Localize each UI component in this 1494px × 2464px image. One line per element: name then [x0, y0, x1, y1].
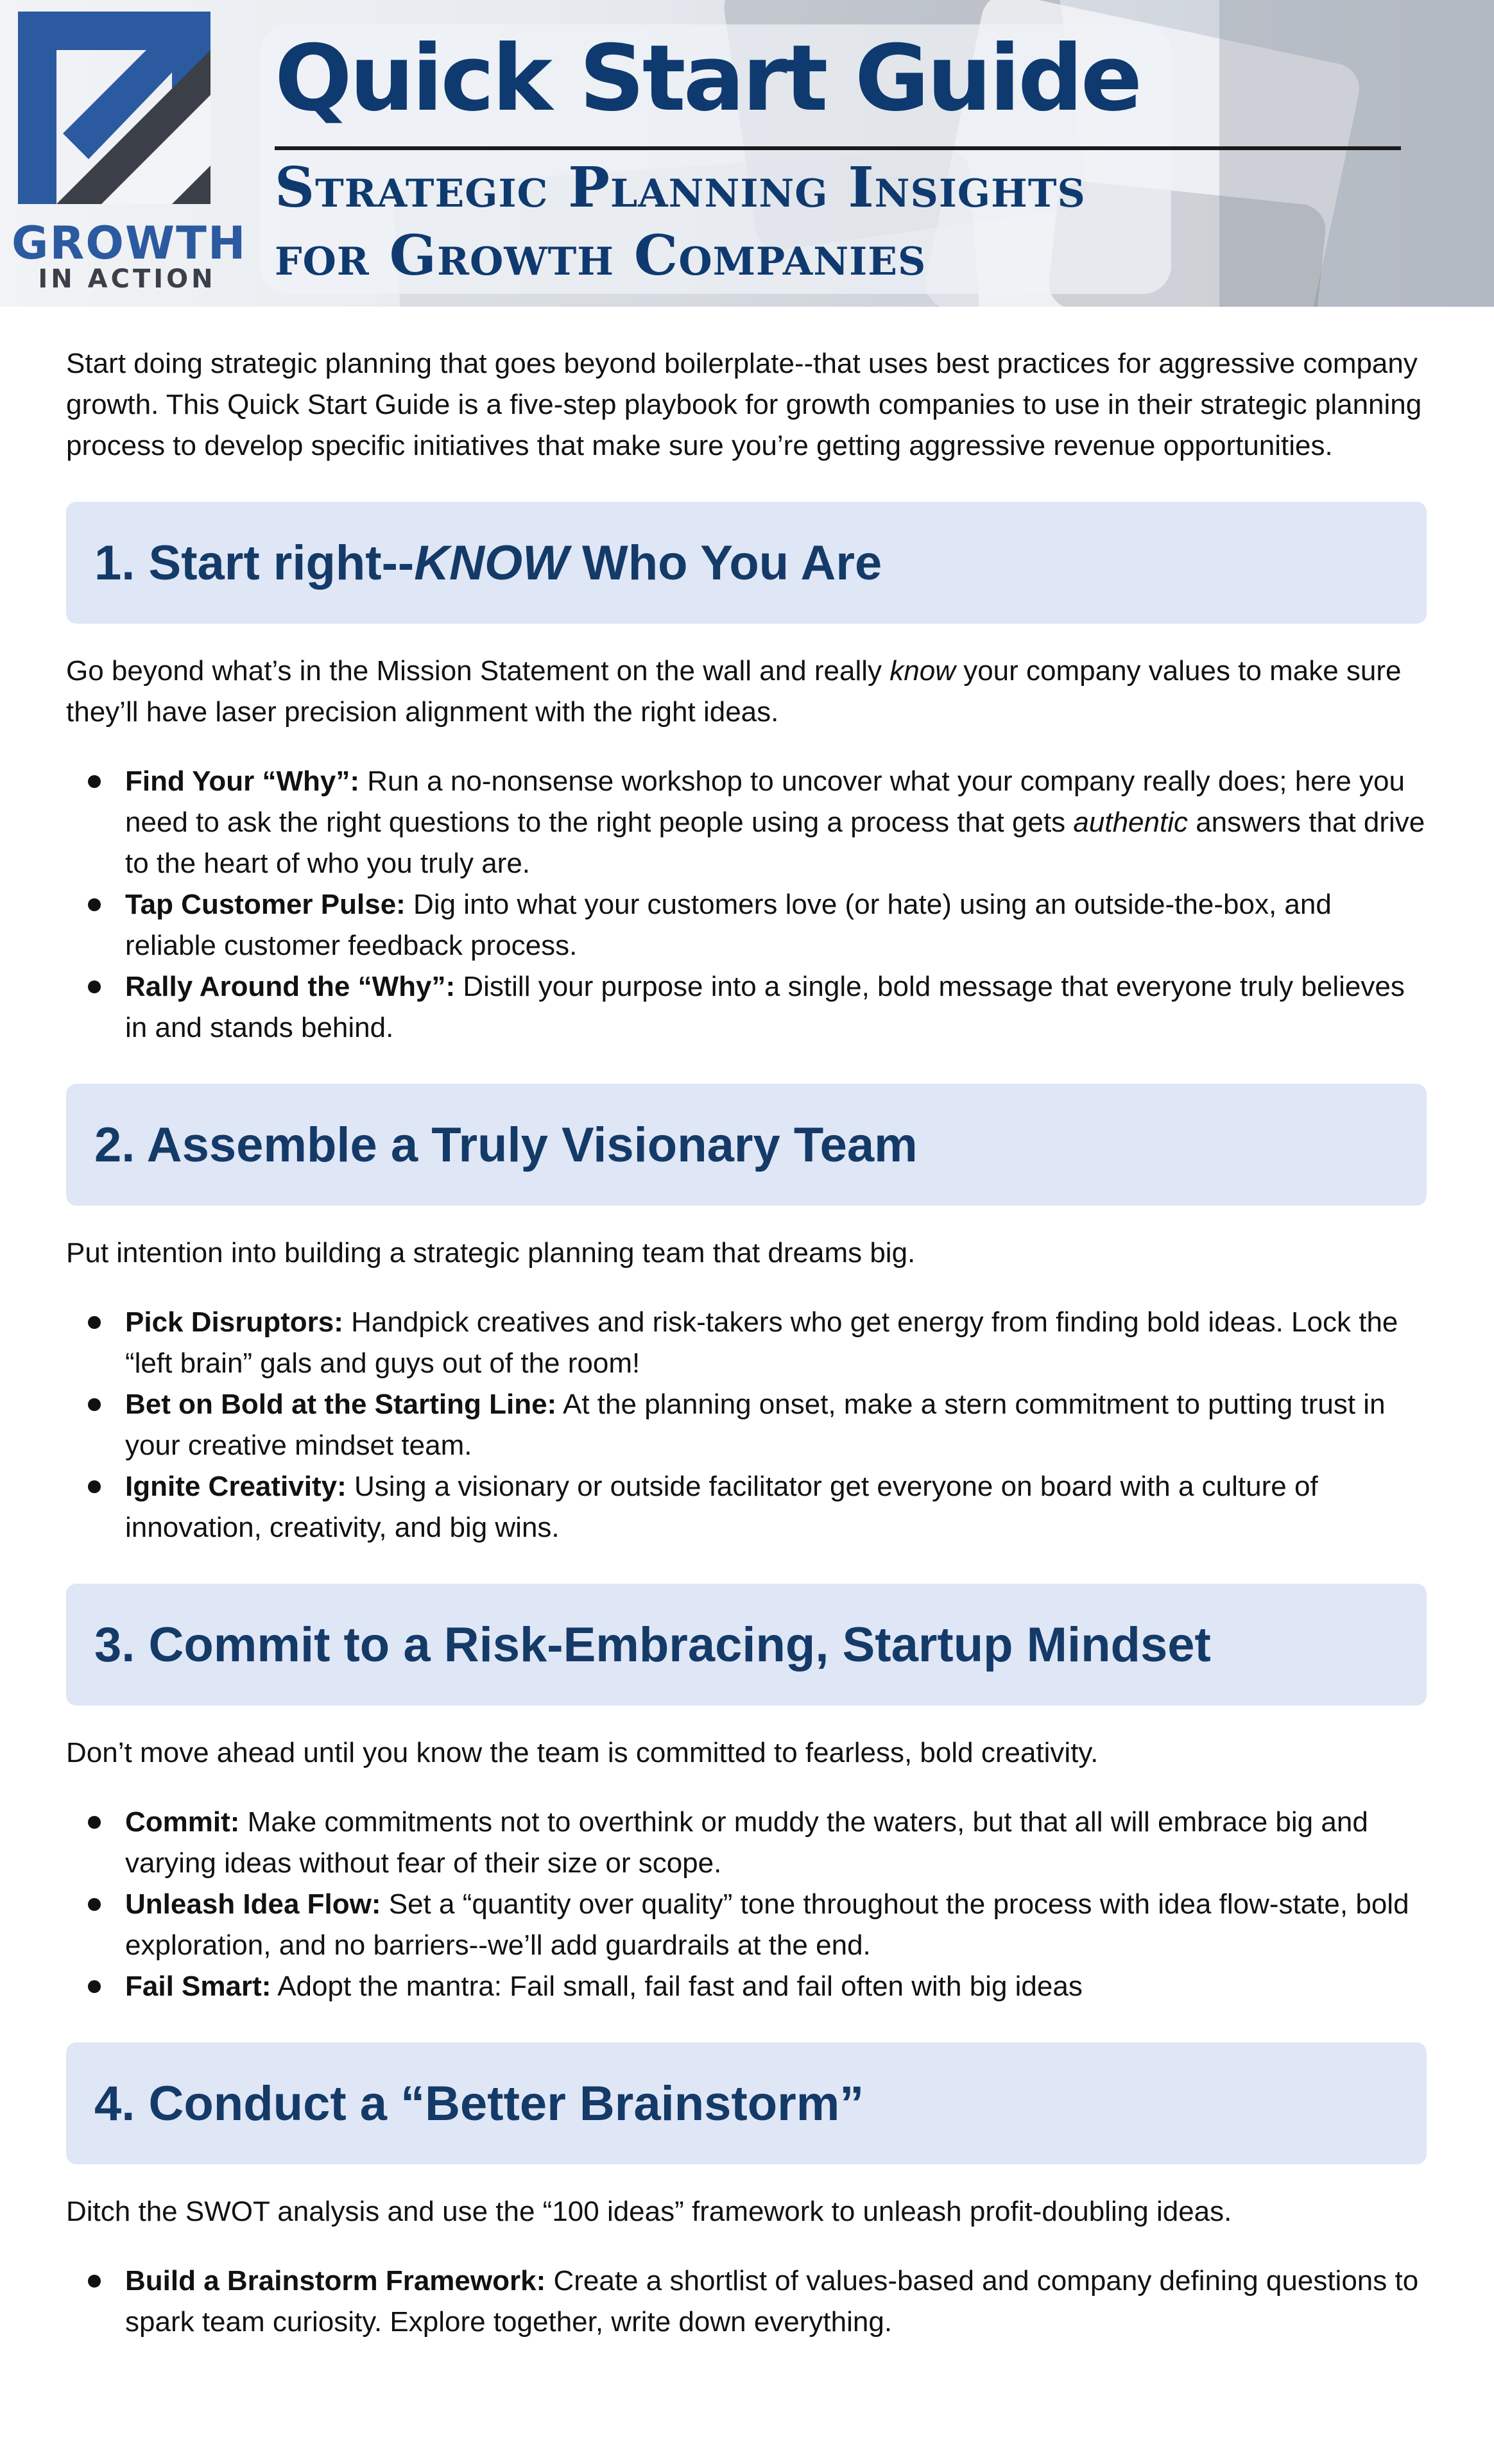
list-item [66, 966, 1427, 1048]
bullet-label: Bet on Bold at the Starting Line: [125, 1389, 557, 1420]
list-item [66, 2261, 1427, 2343]
logo-mark-icon [18, 12, 236, 204]
section-3-header [66, 1584, 1427, 1706]
bullet-text-part-a: Run a no-nonsense workshop to uncover what your company really does; here you need to ask the right questions to the right people using a process that gets [125, 766, 1405, 838]
bullet-icon [88, 980, 101, 993]
bullet-icon [88, 1316, 101, 1329]
title-divider [275, 146, 1401, 150]
bullet-label: Unleash Idea Flow: [125, 1888, 381, 1920]
bullet-text: Handpick creatives and risk-takers who get energy from finding bold ideas. Lock the “left brain” gals and guys out of the room! [125, 1306, 1398, 1379]
bullet-text-emphasis: authentic [1073, 807, 1188, 838]
section-1-header [66, 502, 1427, 624]
section-2-title: 2. Assemble a Truly Visionary Team [94, 1117, 918, 1172]
logo-wordmark-growth: GROWTH [12, 217, 247, 270]
section-2-header [66, 1084, 1427, 1206]
section-4-title: 4. Conduct a “Better Brainstorm” [94, 2076, 864, 2131]
section-1-lead-part-b: your company values to make sure they’ll have laser precision alignment with the right ideas. [66, 655, 1402, 728]
list-item [66, 1384, 1427, 1466]
section-1-bullet-list [66, 761, 1427, 1048]
page-title: Quick Start Guide [275, 26, 1140, 132]
section-4-header [66, 2042, 1427, 2164]
logo-wordmark-in-action: IN ACTION [38, 264, 216, 294]
header-banner [0, 0, 1494, 307]
section-1-title-part-a: 1. Start right-- [94, 535, 415, 590]
intro-paragraph: Start doing strategic planning that goes beyond boilerplate--that uses best practices for aggressive company growth. This Quick Start Guide is a five-step playbook for growth companies to use in their strategic planning process to develop specific initiatives that make sure you’re getting aggressive revenue opportunities. [66, 348, 1422, 461]
bullet-text: Make commitments not to overthink or muddy the waters, but that all will embrace big and varying ideas without fear of their size or scope. [125, 1806, 1368, 1879]
bullet-label: Tap Customer Pulse: [125, 889, 406, 920]
bullet-icon [88, 1480, 101, 1493]
bullet-text: Dig into what your customers love (or hate) using an outside-the-box, and reliable customer feedback process. [125, 889, 1332, 961]
bullet-label: Rally Around the “Why”: [125, 971, 456, 1002]
section-1-lead [66, 651, 1427, 733]
list-item [66, 1466, 1427, 1548]
list-item [66, 1966, 1427, 2007]
section-4-lead: Ditch the SWOT analysis and use the “100 ideas” framework to unleash profit-doubling ideas. [66, 2196, 1232, 2227]
bullet-label: Pick Disruptors: [125, 1306, 343, 1338]
bullet-text: Set a “quantity over quality” tone throughout the process with idea flow-state, bold exploration, and no barriers--we’ll add guardrails at the end. [125, 1888, 1409, 1961]
list-item [66, 1302, 1427, 1384]
subtitle-line-1: Strategic Planning Insights [275, 155, 1086, 220]
section-1-lead-emphasis: know [889, 655, 956, 687]
list-item [66, 761, 1427, 884]
subtitle-line-2: for Growth Companies [275, 223, 927, 288]
bullet-icon [88, 1980, 101, 1993]
bullet-label: Commit: [125, 1806, 240, 1838]
bullet-label: Ignite Creativity: [125, 1471, 347, 1502]
bullet-label: Build a Brainstorm Framework: [125, 2265, 546, 2297]
section-2-bullet-list [66, 1302, 1427, 1548]
section-2-lead: Put intention into building a strategic planning team that dreams big. [66, 1237, 916, 1269]
bullet-text: Using a visionary or outside facilitator get everyone on board with a culture of innovation, creativity, and big wins. [125, 1471, 1318, 1543]
section-3-bullet-list [66, 1802, 1427, 2007]
section-1-lead-part-a: Go beyond what’s in the Mission Statement on the wall and really [66, 655, 890, 687]
section-1-title [94, 535, 882, 591]
bullet-icon [88, 1898, 101, 1911]
bullet-text: Distill your purpose into a single, bold message that everyone truly believes in and stands behind. [125, 971, 1405, 1043]
bullet-label: Fail Smart: [125, 1971, 271, 2002]
bullet-icon [88, 898, 101, 911]
section-1-title-part-c: Who You Are [568, 535, 882, 590]
list-item [66, 1802, 1427, 1884]
section-1-title-emphasis: KNOW [414, 535, 569, 590]
growth-in-action-logo [18, 12, 236, 204]
section-3-lead: Don’t move ahead until you know the team is committed to fearless, bold creativity. [66, 1737, 1099, 1768]
bullet-icon [88, 1398, 101, 1411]
bullet-text: Adopt the mantra: Fail small, fail fast and fail often with big ideas [271, 1971, 1083, 2002]
page-subtitle [275, 154, 1086, 290]
bullet-text: Create a shortlist of values-based and company defining questions to spark team curiosity. Explore together, write down everything. [125, 2265, 1419, 2338]
list-item [66, 1884, 1427, 1966]
bullet-label: Find Your “Why”: [125, 766, 359, 797]
bullet-icon [88, 2275, 101, 2288]
bullet-text-part-b: answers that drive to the heart of who you truly are. [125, 807, 1425, 879]
bullet-text: At the planning onset, make a stern commitment to putting trust in your creative mindset team. [125, 1389, 1386, 1461]
bullet-icon [88, 775, 101, 788]
bullet-icon [88, 1816, 101, 1829]
list-item [66, 884, 1427, 966]
section-3-title: 3. Commit to a Risk-Embracing, Startup Mindset [94, 1617, 1211, 1672]
section-4-bullet-list [66, 2261, 1427, 2343]
document-body [66, 343, 1427, 2343]
